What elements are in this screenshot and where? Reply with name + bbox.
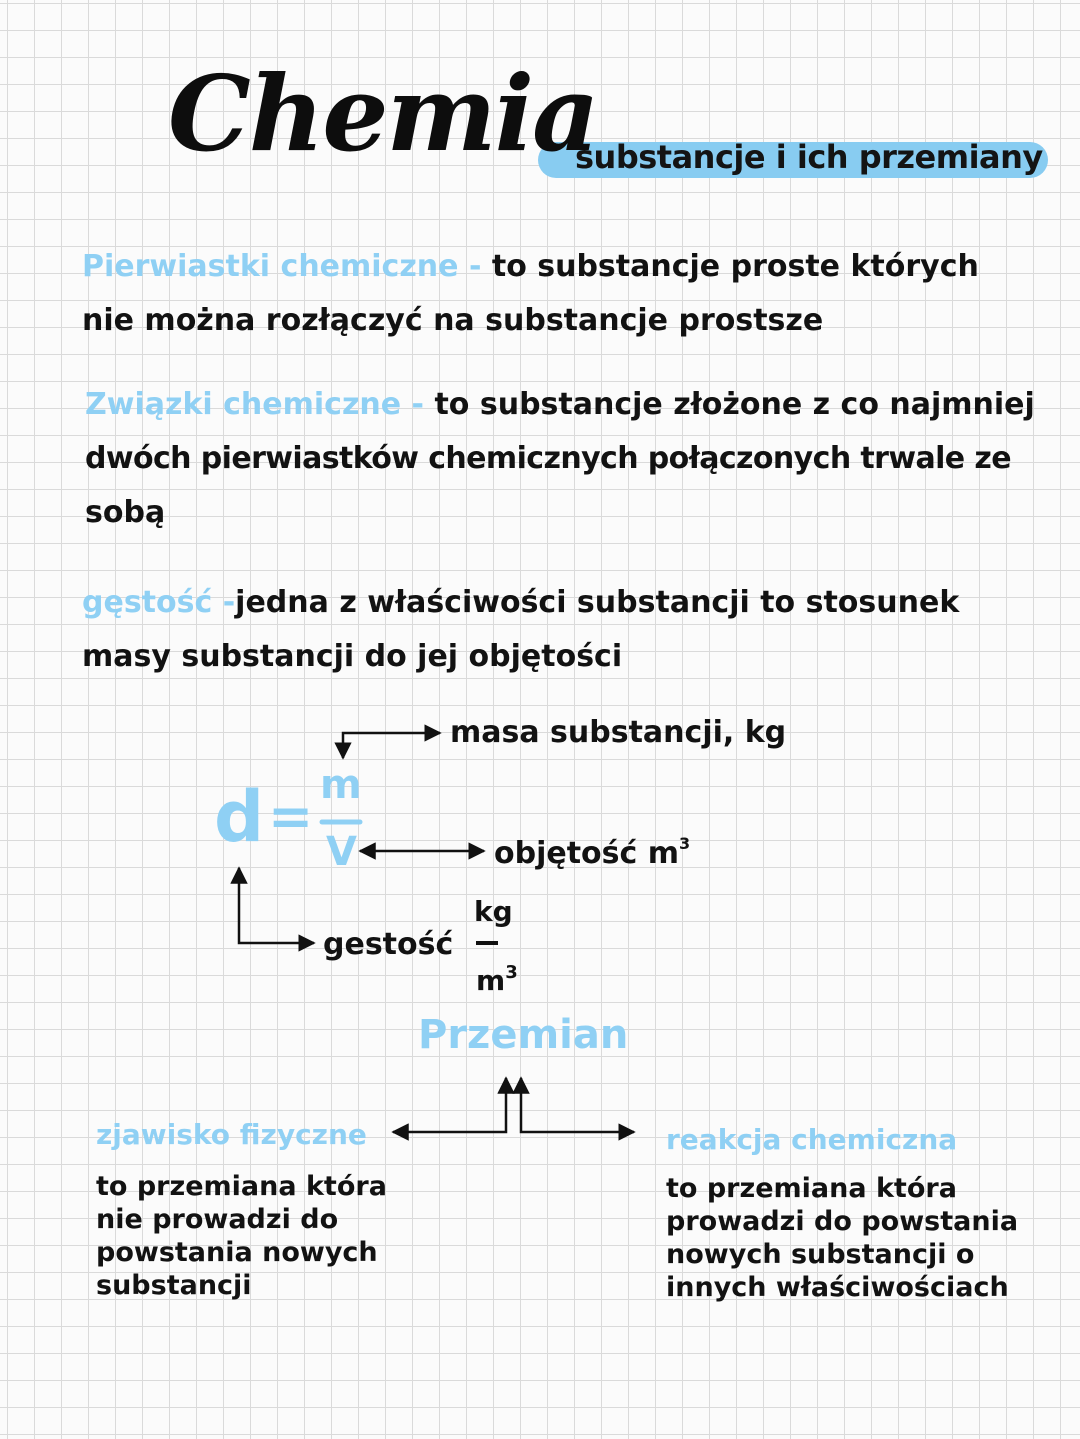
definition-text: sobą xyxy=(85,495,166,530)
body-line: substancji xyxy=(96,1270,252,1301)
body-line: nowych substancji o xyxy=(666,1239,975,1270)
body-line: to przemiana która xyxy=(96,1171,387,1202)
formula-equals: = xyxy=(268,785,314,848)
page-subtitle: substancje i ich przemiany xyxy=(575,138,1043,176)
definition-term: gęstość - xyxy=(82,585,236,620)
physical-phenomenon-title: zjawisko fizyczne xyxy=(96,1118,367,1151)
volume-exponent: 3 xyxy=(679,834,691,853)
left-branch-arrow xyxy=(393,1078,506,1132)
formula-numerator: m xyxy=(320,762,362,808)
density-unit-numerator: kg xyxy=(474,895,513,928)
definition-term: Pierwiastki chemiczne - xyxy=(82,249,482,284)
chemical-reaction-body xyxy=(666,1172,1046,1304)
mass-label: masa substancji, kg xyxy=(450,715,787,750)
page-title: Chemia xyxy=(168,52,598,175)
definition-text: to substancje złożone z co najmniej xyxy=(424,387,1035,422)
transformation-title: Przemian xyxy=(418,1012,629,1058)
definition-term: Związki chemiczne - xyxy=(85,387,425,422)
density-arrow xyxy=(239,868,314,943)
definition-text: to substancje proste których xyxy=(481,249,979,284)
volume-label xyxy=(494,836,690,869)
definition-text: nie można rozłączyć na substancje prostsze xyxy=(82,303,824,338)
definition-text: jedna z właściwości substancji to stosunek xyxy=(235,585,960,620)
body-line: innych właściwościach xyxy=(666,1272,1009,1303)
density-unit-exponent: 3 xyxy=(505,962,518,983)
body-line: nie prowadzi do xyxy=(96,1204,339,1235)
definition-text: masy substancji do jej objętości xyxy=(82,639,623,674)
density-unit-base: m xyxy=(476,964,506,997)
body-line: to przemiana która xyxy=(666,1173,957,1204)
body-line: prowadzi do powstania xyxy=(666,1206,1019,1237)
chemical-reaction-title: reakcja chemiczna xyxy=(666,1123,958,1156)
formula-denominator: V xyxy=(326,829,357,875)
physical-phenomenon-body xyxy=(96,1170,396,1302)
body-line: powstania nowych xyxy=(96,1237,378,1268)
formula-density-symbol: d xyxy=(214,776,265,858)
density-unit-denominator xyxy=(476,964,518,995)
definition-text: dwóch pierwiastków chemicznych połączonych trwale ze xyxy=(85,441,1012,476)
volume-label-text: objętość m xyxy=(494,836,680,871)
right-branch-arrow xyxy=(521,1078,634,1132)
density-label: gestość xyxy=(323,927,454,962)
mass-arrow xyxy=(343,733,440,758)
